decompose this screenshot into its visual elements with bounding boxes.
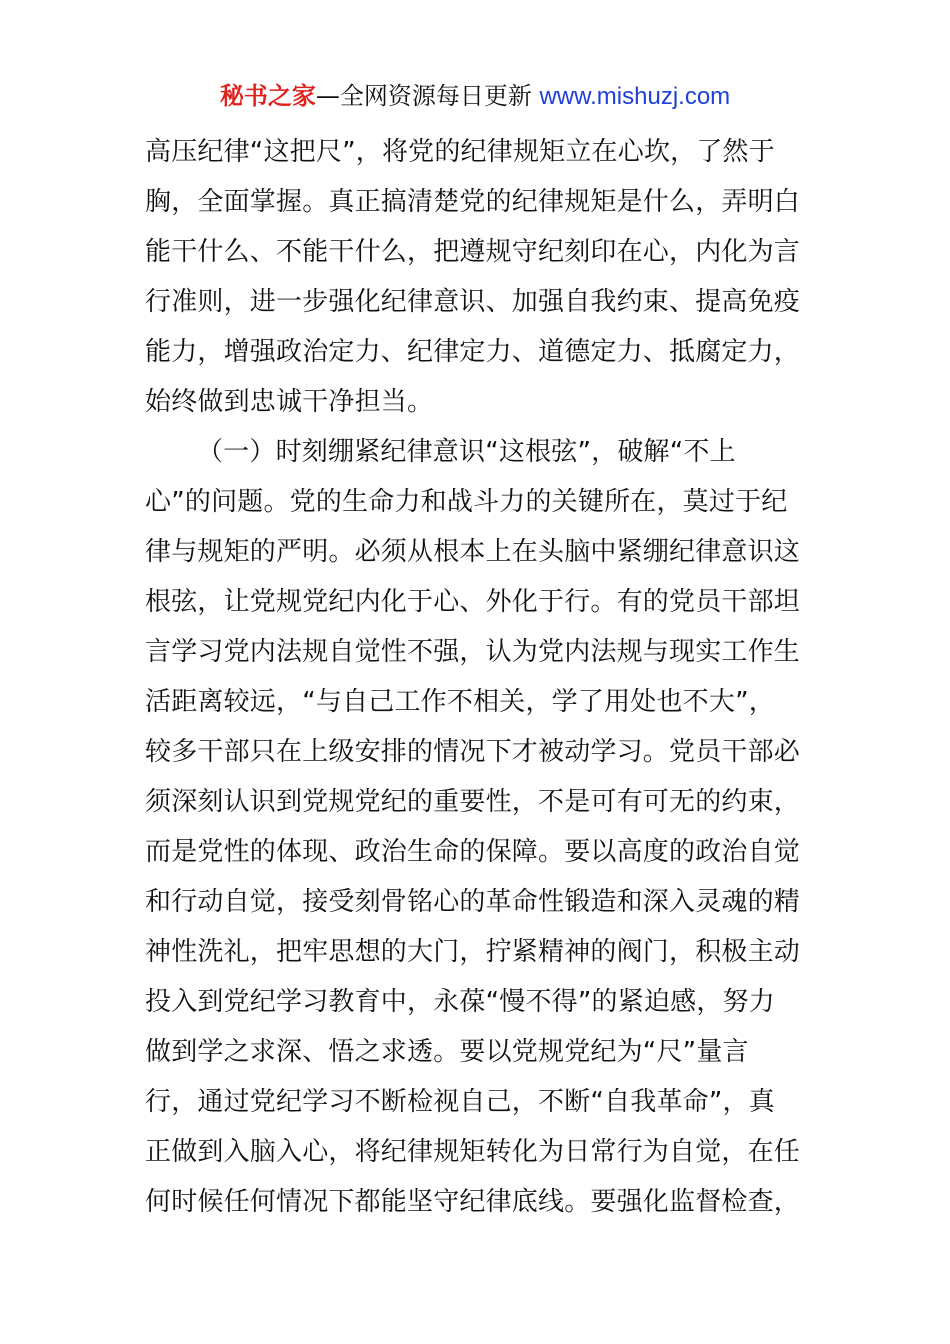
text-line: 正做到入脑入心，将纪律规矩转化为日常行为自觉，在任 xyxy=(145,1137,801,1167)
text-line: 根弦，让党规党纪内化于心、外化于行。有的党员干部坦 xyxy=(145,587,801,617)
text-line: 行准则，进一步强化纪律意识、加强自我约束、提高免疫 xyxy=(145,287,801,317)
text-line: 做到学之求深、悟之求透。要以党规党纪为“尺”量言 xyxy=(145,1037,749,1067)
text-line: 高压纪律“这把尺”，将党的纪律规矩立在心坎，了然于 xyxy=(145,137,775,167)
text-line: 活距离较远，“与自己工作不相关，学了用处也不大”， xyxy=(145,687,775,717)
text-line: 须深刻认识到党规党纪的重要性，不是可有可无的约束， xyxy=(145,787,801,817)
text-line: 较多干部只在上级安排的情况下才被动学习。党员干部必 xyxy=(145,737,801,767)
text-line: 和行动自觉，接受刻骨铭心的革命性锻造和深入灵魂的精 xyxy=(145,887,801,917)
header-brand: 秘书之家 xyxy=(219,82,316,110)
text-line: 心”的问题。党的生命力和战斗力的关键所在，莫过于纪 xyxy=(145,487,788,517)
document-body xyxy=(145,127,810,1227)
text-line: 能力，增强政治定力、纪律定力、道德定力、抵腐定力， xyxy=(145,337,801,367)
text-line: 神性洗礼，把牢思想的大门，拧紧精神的阀门，积极主动 xyxy=(145,937,801,967)
text-line: 胸，全面掌握。真正搞清楚党的纪律规矩是什么，弄明白 xyxy=(145,187,801,217)
text-line: 能干什么、不能干什么，把遵规守纪刻印在心，内化为言 xyxy=(145,237,801,267)
text-line: 律与规矩的严明。必须从根本上在头脑中紧绷纪律意识这 xyxy=(145,537,801,567)
header-url[interactable]: www.mishuzj.com xyxy=(539,83,731,110)
header-tagline: —全网资源每日更新 xyxy=(315,82,540,110)
text-line: 言学习党内法规自觉性不强，认为党内法规与现实工作生 xyxy=(145,637,801,667)
text-line: 何时候任何情况下都能坚守纪律底线。要强化监督检查， xyxy=(145,1187,801,1217)
section-heading-line: （一）时刻绷紧纪律意识“这根弦”，破解“不上 xyxy=(197,437,736,467)
text-line: 投入到党纪学习教育中，永葆“慢不得”的紧迫感，努力 xyxy=(145,987,775,1017)
text-line: 而是党性的体现、政治生命的保障。要以高度的政治自觉 xyxy=(145,837,801,867)
text-line: 行，通过党纪学习不断检视自己，不断“自我革命”，真 xyxy=(145,1087,775,1117)
page-header xyxy=(0,80,950,113)
text-line: 始终做到忠诚干净担当。 xyxy=(145,387,434,417)
